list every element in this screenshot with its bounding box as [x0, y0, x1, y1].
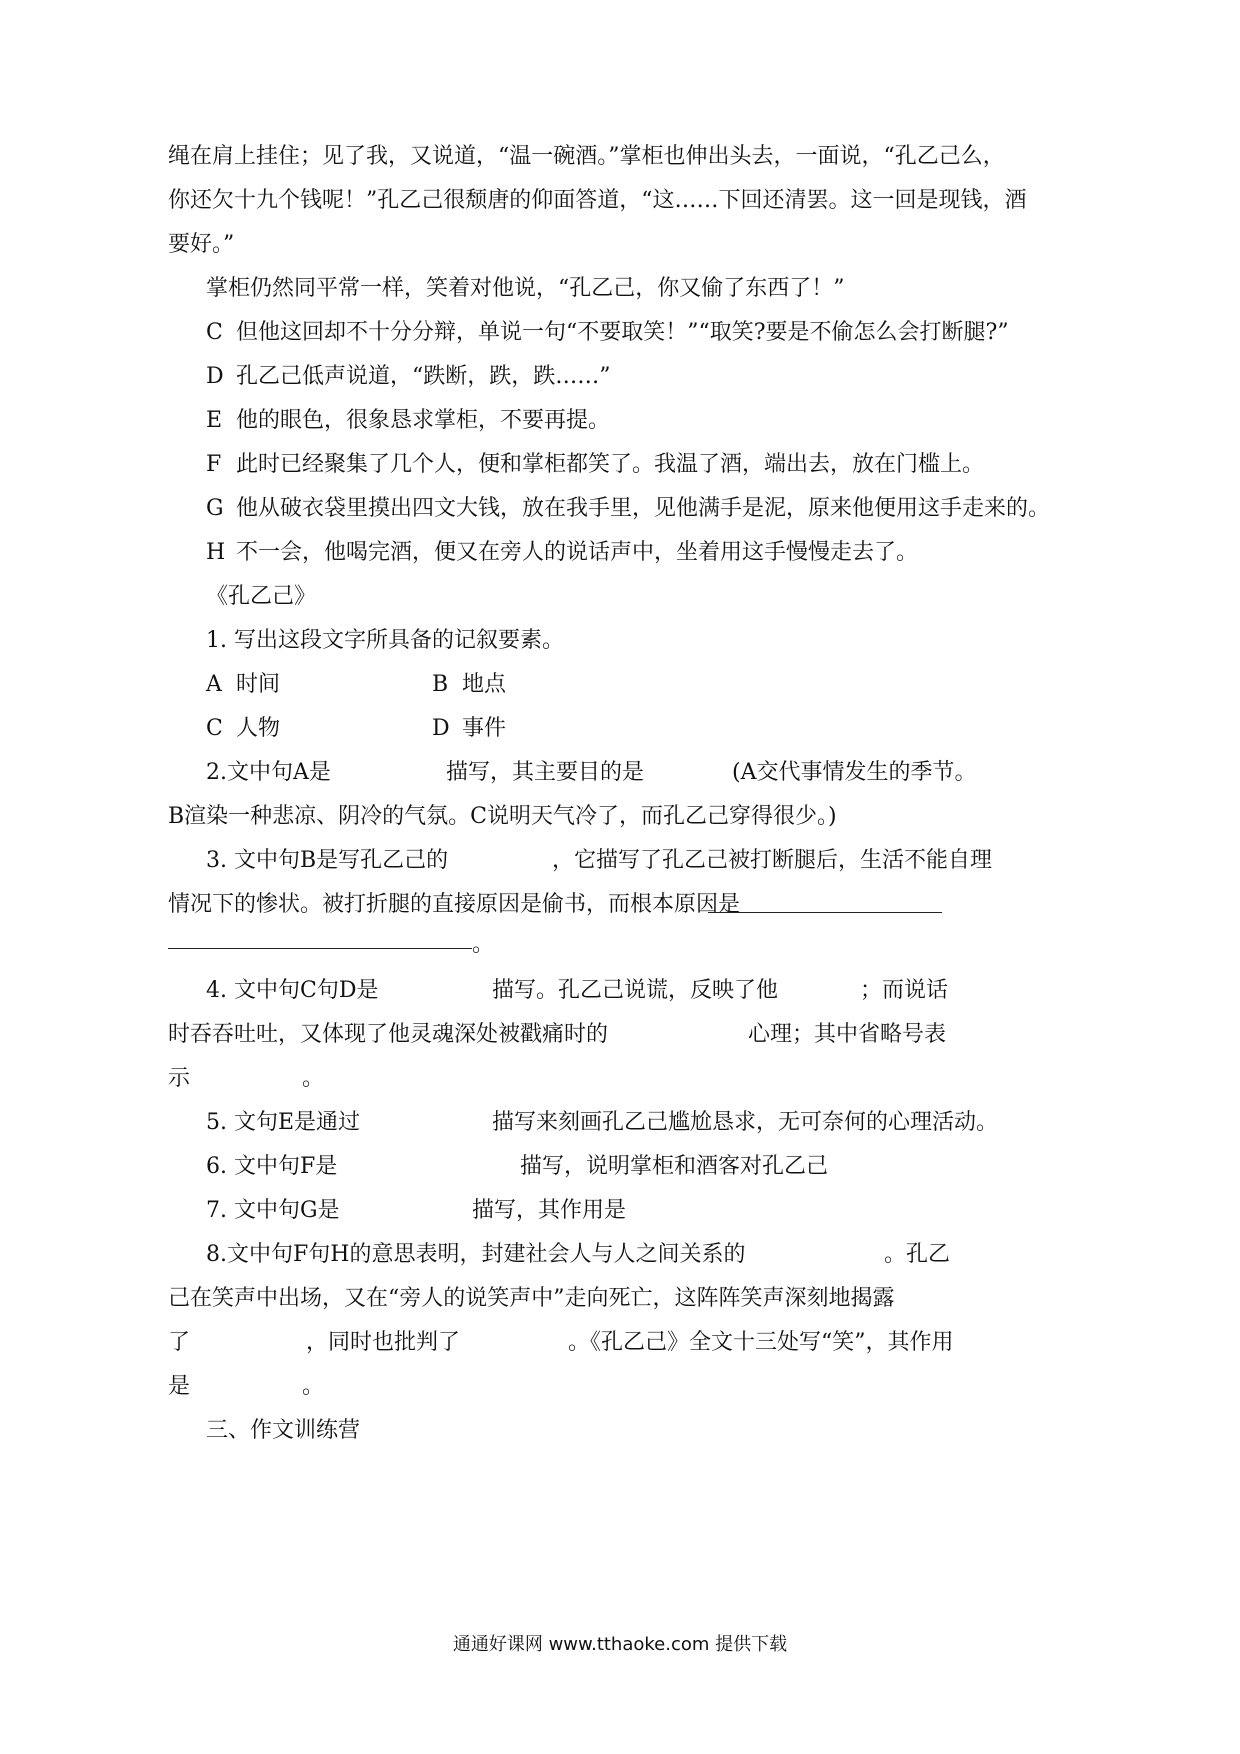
- question-text: 。: [302, 1374, 325, 1399]
- passage-text: 掌柜仍然同平常一样，笑着对他说，“孔乙己，你又偷了东西了！”: [206, 276, 845, 301]
- passage-text: 要好。”: [168, 232, 235, 257]
- passage-text: 绳在肩上挂住；见了我，又说道，“温一碗酒。”掌柜也伸出头去，一面说，“孔乙己么，: [168, 144, 1005, 169]
- page-footer: 通通好课网 www.tthaoke.com 提供下载: [452, 1634, 788, 1655]
- sentence-text: 他从破衣袋里摸出四文大钱，放在我手里，见他满手是泥，原来他便用这手走来的。: [236, 496, 1051, 521]
- question-text: 5. 文句E是通过: [206, 1110, 361, 1135]
- question-text: ，同时也批判了: [306, 1330, 461, 1355]
- question-text: 时吞吞吐吐，又体现了他灵魂深处被戳痛时的: [168, 1022, 609, 1047]
- question-text: ；而说话: [860, 978, 949, 1003]
- option-label: D: [432, 716, 450, 741]
- question-text: 描写，其作用是: [472, 1198, 627, 1223]
- sentence-label: C: [206, 320, 223, 345]
- question-text: 8.文中句F句H的意思表明，封建社会人与人之间关系的: [206, 1242, 746, 1267]
- sentence-text: 他的眼色，很象恳求掌柜，不要再提。: [236, 408, 611, 433]
- sentence-label: D: [206, 364, 224, 389]
- sentence-text: 此时已经聚集了几个人，便和掌柜都笑了。我温了酒，端出去，放在门槛上。: [236, 452, 985, 477]
- sentence-label: H: [206, 540, 226, 565]
- question-text: 情况下的惨状。被打折腿的直接原因是偷书，而根本原因是: [168, 892, 741, 917]
- question-text: ，它描写了孔乙己被打断腿后，生活不能自理: [552, 848, 993, 873]
- question-text: 。: [472, 932, 495, 957]
- answer-blank-line: [168, 948, 472, 949]
- question-text: (A交代事情发生的季节。: [732, 760, 977, 785]
- option-text: 事件: [462, 716, 507, 741]
- sentence-label: F: [206, 452, 222, 477]
- question-text: 。: [302, 1066, 325, 1091]
- option-label: A: [206, 672, 222, 697]
- question-text: 3. 文中句B是写孔乙己的: [206, 848, 449, 873]
- question-text: B渲染一种悲凉、阴冷的气氛。C说明天气冷了，而孔乙己穿得很少。): [168, 804, 837, 829]
- question-text: 己在笑声中出场，又在“旁人的说笑声中”走向死亡，这阵阵笑声深刻地揭露: [168, 1286, 895, 1311]
- question-text: 描写，说明掌柜和酒客对孔乙己: [520, 1154, 829, 1179]
- sentence-text: 不一会，他喝完酒，便又在旁人的说话声中，坐着用这手慢慢走去了。: [236, 540, 919, 565]
- question-text: 。孔乙: [884, 1242, 951, 1267]
- option-text: 时间: [236, 672, 281, 697]
- question-text: 1. 写出这段文字所具备的记叙要素。: [206, 628, 564, 653]
- option-text: 地点: [462, 672, 507, 697]
- answer-blank-line: [708, 912, 942, 913]
- option-label: B: [432, 672, 449, 697]
- question-text: 示: [168, 1066, 191, 1091]
- question-text: 描写来刻画孔乙己尴尬恳求，无可奈何的心理活动。: [492, 1110, 999, 1135]
- sentence-text: 但他这回却不十分分辩，单说一句“不要取笑！”“取笑?要是不偷怎么会打断腿?”: [236, 320, 1009, 345]
- sentence-label: E: [206, 408, 223, 433]
- question-text: 描写。孔乙己说谎，反映了他: [492, 978, 779, 1003]
- passage-text: 你还欠十九个钱呢！”孔乙己很颓唐的仰面答道，“这……下回还清罢。这一回是现钱，酒: [168, 188, 1027, 213]
- source-title: 《孔乙己》: [206, 584, 317, 609]
- question-text: 7. 文中句G是: [206, 1198, 340, 1223]
- question-text: 心理；其中省略号表: [748, 1022, 947, 1047]
- question-text: 4. 文中句C句D是: [206, 978, 379, 1003]
- question-text: 了: [168, 1330, 191, 1355]
- question-text: 。《孔乙己》全文十三处写“笑”，其作用: [568, 1330, 954, 1355]
- sentence-label: G: [206, 496, 224, 521]
- question-text: 2.文中句A是: [206, 760, 331, 785]
- question-text: 是: [168, 1374, 191, 1399]
- option-label: C: [206, 716, 223, 741]
- option-text: 人物: [236, 716, 281, 741]
- section-title: 三、作文训练营: [206, 1418, 361, 1443]
- question-text: 描写，其主要目的是: [446, 760, 645, 785]
- question-text: 6. 文中句F是: [206, 1154, 338, 1179]
- sentence-text: 孔乙己低声说道，“跌断，跌，跌……”: [236, 364, 611, 389]
